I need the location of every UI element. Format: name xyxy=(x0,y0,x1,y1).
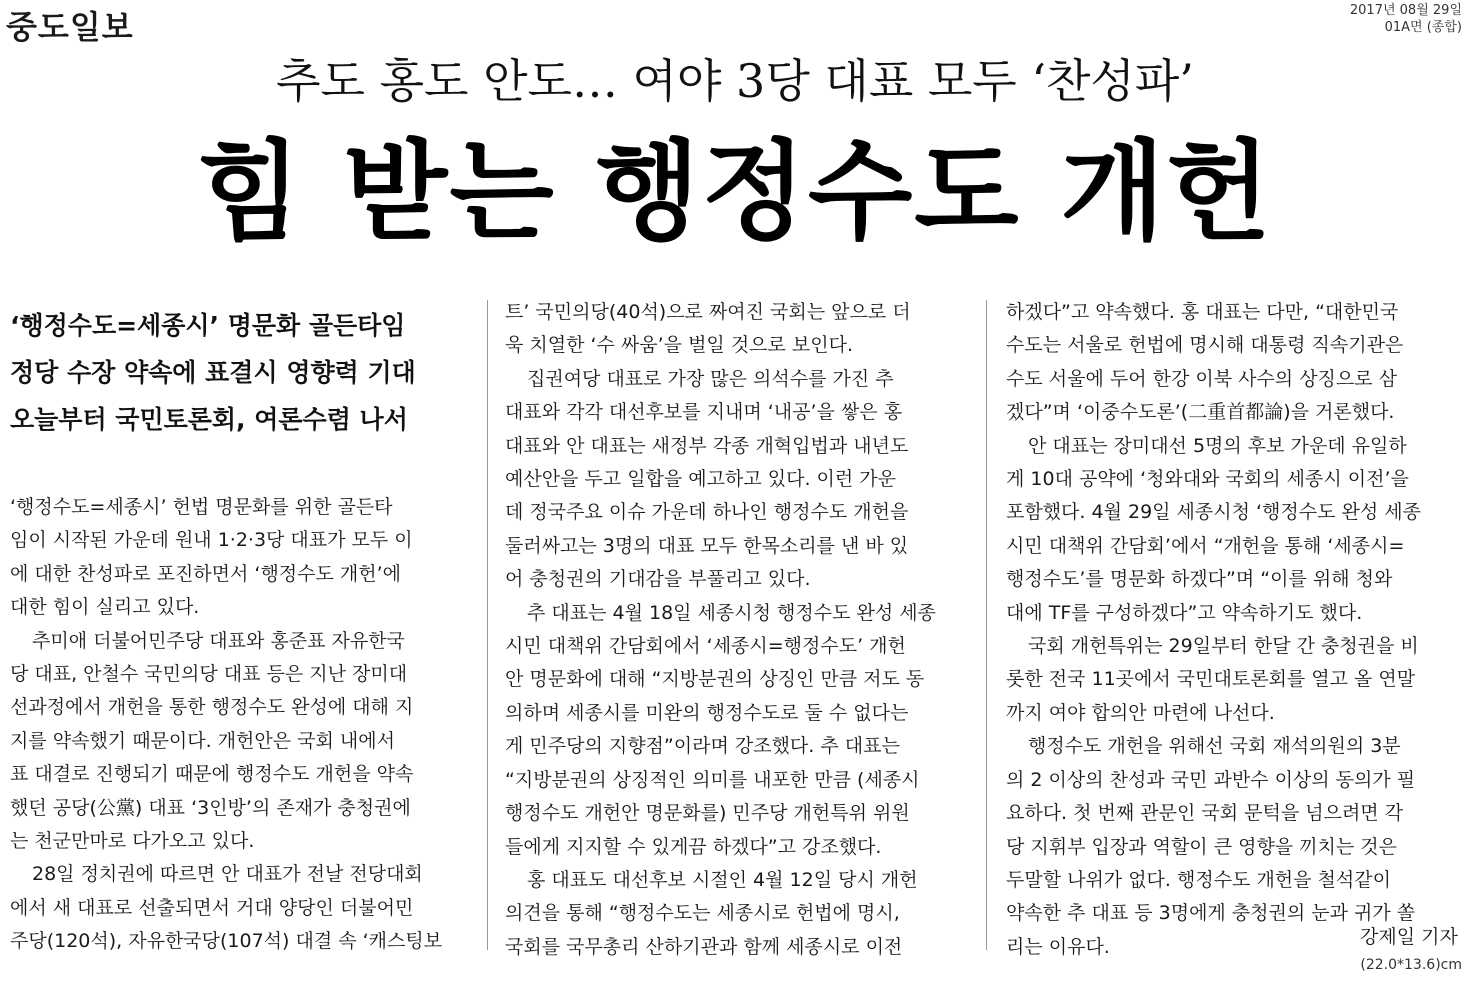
text-line: 들에게 지지할 수 있게끔 하겠다”고 강조했다. xyxy=(505,835,882,858)
text-line: ‘행정수도=세종시’ 헌법 명문화를 위한 골든타 xyxy=(10,496,393,518)
text-line: 당 대표, 안철수 국민의당 대표 등은 지난 장미대 xyxy=(10,663,408,686)
text-line: 에서 새 대표로 선출되면서 거대 양당인 더불어민 xyxy=(10,896,414,919)
headline xyxy=(0,128,1470,258)
text-line: 는 천군만마로 다가오고 있다. xyxy=(10,830,255,853)
text-line: 28일 정치권에 따르면 안 대표가 전날 전당대회 xyxy=(32,863,423,886)
text-line: 시민 대책위 간담회’에서 “개헌을 통해 ‘세종시= xyxy=(1006,534,1405,557)
text-line: 의견을 통해 “행정수도는 세종시로 헌법에 명시, xyxy=(505,902,900,925)
text-line: 국회를 국무총리 산하기관과 함께 세종시로 이전 xyxy=(505,935,903,958)
text-line: 욱 치열한 ‘수 싸움’을 벌일 것으로 보인다. xyxy=(505,334,854,357)
text-line: 대한 힘이 실리고 있다. xyxy=(10,596,200,619)
text-line: 했던 공당(公黨) 대표 ‘3인방’의 존재가 충청권에 xyxy=(10,796,411,819)
text-line: 하겠다”고 약속했다. 홍 대표는 다만, “대한민국 xyxy=(1006,301,1399,323)
text-line: 안 대표는 장미대선 5명의 후보 가운데 유일하 xyxy=(1028,434,1407,457)
subheadline-text: 추도 홍도 안도… 여야 3당 대표 모두 ‘찬성파’ xyxy=(276,54,1194,108)
text-line: 리는 이유다. xyxy=(1006,935,1110,958)
text-line: 요하다. 첫 번째 관문인 국회 문턱을 넘으려면 각 xyxy=(1006,802,1404,825)
text-line: 집권여당 대표로 가장 많은 의석수를 가진 추 xyxy=(527,367,894,390)
newspaper-masthead: 중도일보 xyxy=(6,8,134,46)
deck-subheads xyxy=(10,302,470,443)
text-line: 대에 TF를 구성하겠다”고 약속하기도 했다. xyxy=(1006,601,1363,624)
article-size-note: (22.0*13.6)cm xyxy=(1360,957,1462,973)
subheadline xyxy=(0,50,1470,112)
text-line: 행정수도 개헌을 위해선 국회 재석의원의 3분 xyxy=(1028,735,1401,758)
issue-date: 2017년 08월 29일 xyxy=(1349,3,1462,18)
text-line: 안 명문화에 대해 “지방분권의 상징인 만큼 저도 동 xyxy=(505,668,925,691)
text-line: 주당(120석), 자유한국당(107석) 대결 속 ‘캐스팅보 xyxy=(10,930,443,953)
text-line: 에 대한 찬성파로 포진하면서 ‘행정수도 개헌’에 xyxy=(10,562,402,585)
deck-line: 정당 수장 약속에 표결시 영향력 기대 xyxy=(10,358,416,387)
text-line: 국회 개헌특위는 29일부터 한달 간 충청권을 비 xyxy=(1028,635,1419,658)
text-line: 까지 여야 합의안 마련에 나선다. xyxy=(1006,701,1275,724)
text-line: 당 지휘부 입장과 역할이 큰 영향을 끼치는 것은 xyxy=(1006,835,1398,858)
issue-page: 01A면 (종합) xyxy=(1384,20,1462,35)
column-divider xyxy=(487,300,488,950)
issue-info xyxy=(1350,2,1462,36)
text-line: “지방분권의 상징적인 의미를 내포한 만큼 (세종시 xyxy=(505,768,920,791)
text-line: 대표와 각각 대선후보를 지내며 ‘내공’을 쌓은 홍 xyxy=(505,401,903,424)
text-line: 데 정국주요 이슈 가운데 하나인 행정수도 개헌을 xyxy=(505,501,909,524)
text-line: 포함했다. 4월 29일 세종시청 ‘행정수도 완성 세종 xyxy=(1006,501,1421,524)
text-line: 선과정에서 개헌을 통한 행정수도 완성에 대해 지 xyxy=(10,696,414,719)
text-line: 행정수도’를 명문화 하겠다”며 “이를 위해 청와 xyxy=(1006,568,1393,591)
text-line: 행정수도 개헌안 명문화를) 민주당 개헌특위 위원 xyxy=(505,802,910,825)
headline-text: 힘 받는 행정수도 개헌 xyxy=(197,130,1273,255)
text-line: 수도 서울에 두어 한강 이북 사수의 상징으로 삼 xyxy=(1006,367,1398,390)
text-line: 대표와 안 대표는 새정부 각종 개혁입법과 내년도 xyxy=(505,434,909,457)
text-line: 표 대결로 진행되기 때문에 행정수도 개헌을 약속 xyxy=(10,763,414,786)
article-column-2 xyxy=(505,296,967,964)
text-line: 게 민주당의 지향점”이라며 강조했다. 추 대표는 xyxy=(505,735,900,758)
text-line: 게 10대 공약에 ‘청와대와 국회의 세종시 이전’을 xyxy=(1006,468,1409,491)
text-line: 추 대표는 4월 18일 세종시청 행정수도 완성 세종 xyxy=(527,601,936,624)
deck-line: ‘행정수도=세종시’ 명문화 골든타임 xyxy=(10,311,406,340)
text-line: 수도는 서울로 헌법에 명시해 대통령 직속기관은 xyxy=(1006,334,1404,357)
column-1-body xyxy=(10,491,470,959)
text-line: 의하며 세종시를 미완의 행정수도로 둘 수 없다는 xyxy=(505,701,909,724)
text-line: 어 충청권의 기대감을 부풀리고 있다. xyxy=(505,568,811,591)
text-line: 의 2 이상의 찬성과 국민 과반수 이상의 동의가 필 xyxy=(1006,768,1416,791)
text-line: 지를 약속했기 때문이다. 개헌안은 국회 내에서 xyxy=(10,729,395,752)
text-line: 롯한 전국 11곳에서 국민대토론회를 열고 올 연말 xyxy=(1006,668,1416,691)
text-line: 트’ 국민의당(40석)으로 짜여진 국회는 앞으로 더 xyxy=(505,301,911,323)
byline: 강제일 기자 xyxy=(1360,926,1458,948)
text-line: 겠다”며 ‘이중수도론’(二重首都論)을 거론했다. xyxy=(1006,401,1395,424)
article-column-1 xyxy=(10,296,470,959)
text-line: 홍 대표도 대선후보 시절인 4월 12일 당시 개헌 xyxy=(527,868,918,891)
text-line: 예산안을 두고 일합을 예고하고 있다. 이런 가운 xyxy=(505,468,897,491)
deck-line: 오늘부터 국민토론회, 여론수렴 나서 xyxy=(10,405,408,434)
article-column-3 xyxy=(1006,296,1464,964)
text-line: 두말할 나위가 없다. 행정수도 개헌을 철석같이 xyxy=(1006,868,1391,891)
text-line: 임이 시작된 가운데 원내 1·2·3당 대표가 모두 이 xyxy=(10,529,413,552)
text-line: 둘러싸고는 3명의 대표 모두 한목소리를 낸 바 있 xyxy=(505,534,909,557)
text-line: 추미애 더불어민주당 대표와 홍준표 자유한국 xyxy=(32,629,405,652)
text-line: 시민 대책위 간담회에서 ‘세종시=행정수도’ 개헌 xyxy=(505,635,906,658)
column-divider xyxy=(986,300,987,950)
text-line: 약속한 추 대표 등 3명에게 충청권의 눈과 귀가 쏠 xyxy=(1006,902,1416,925)
